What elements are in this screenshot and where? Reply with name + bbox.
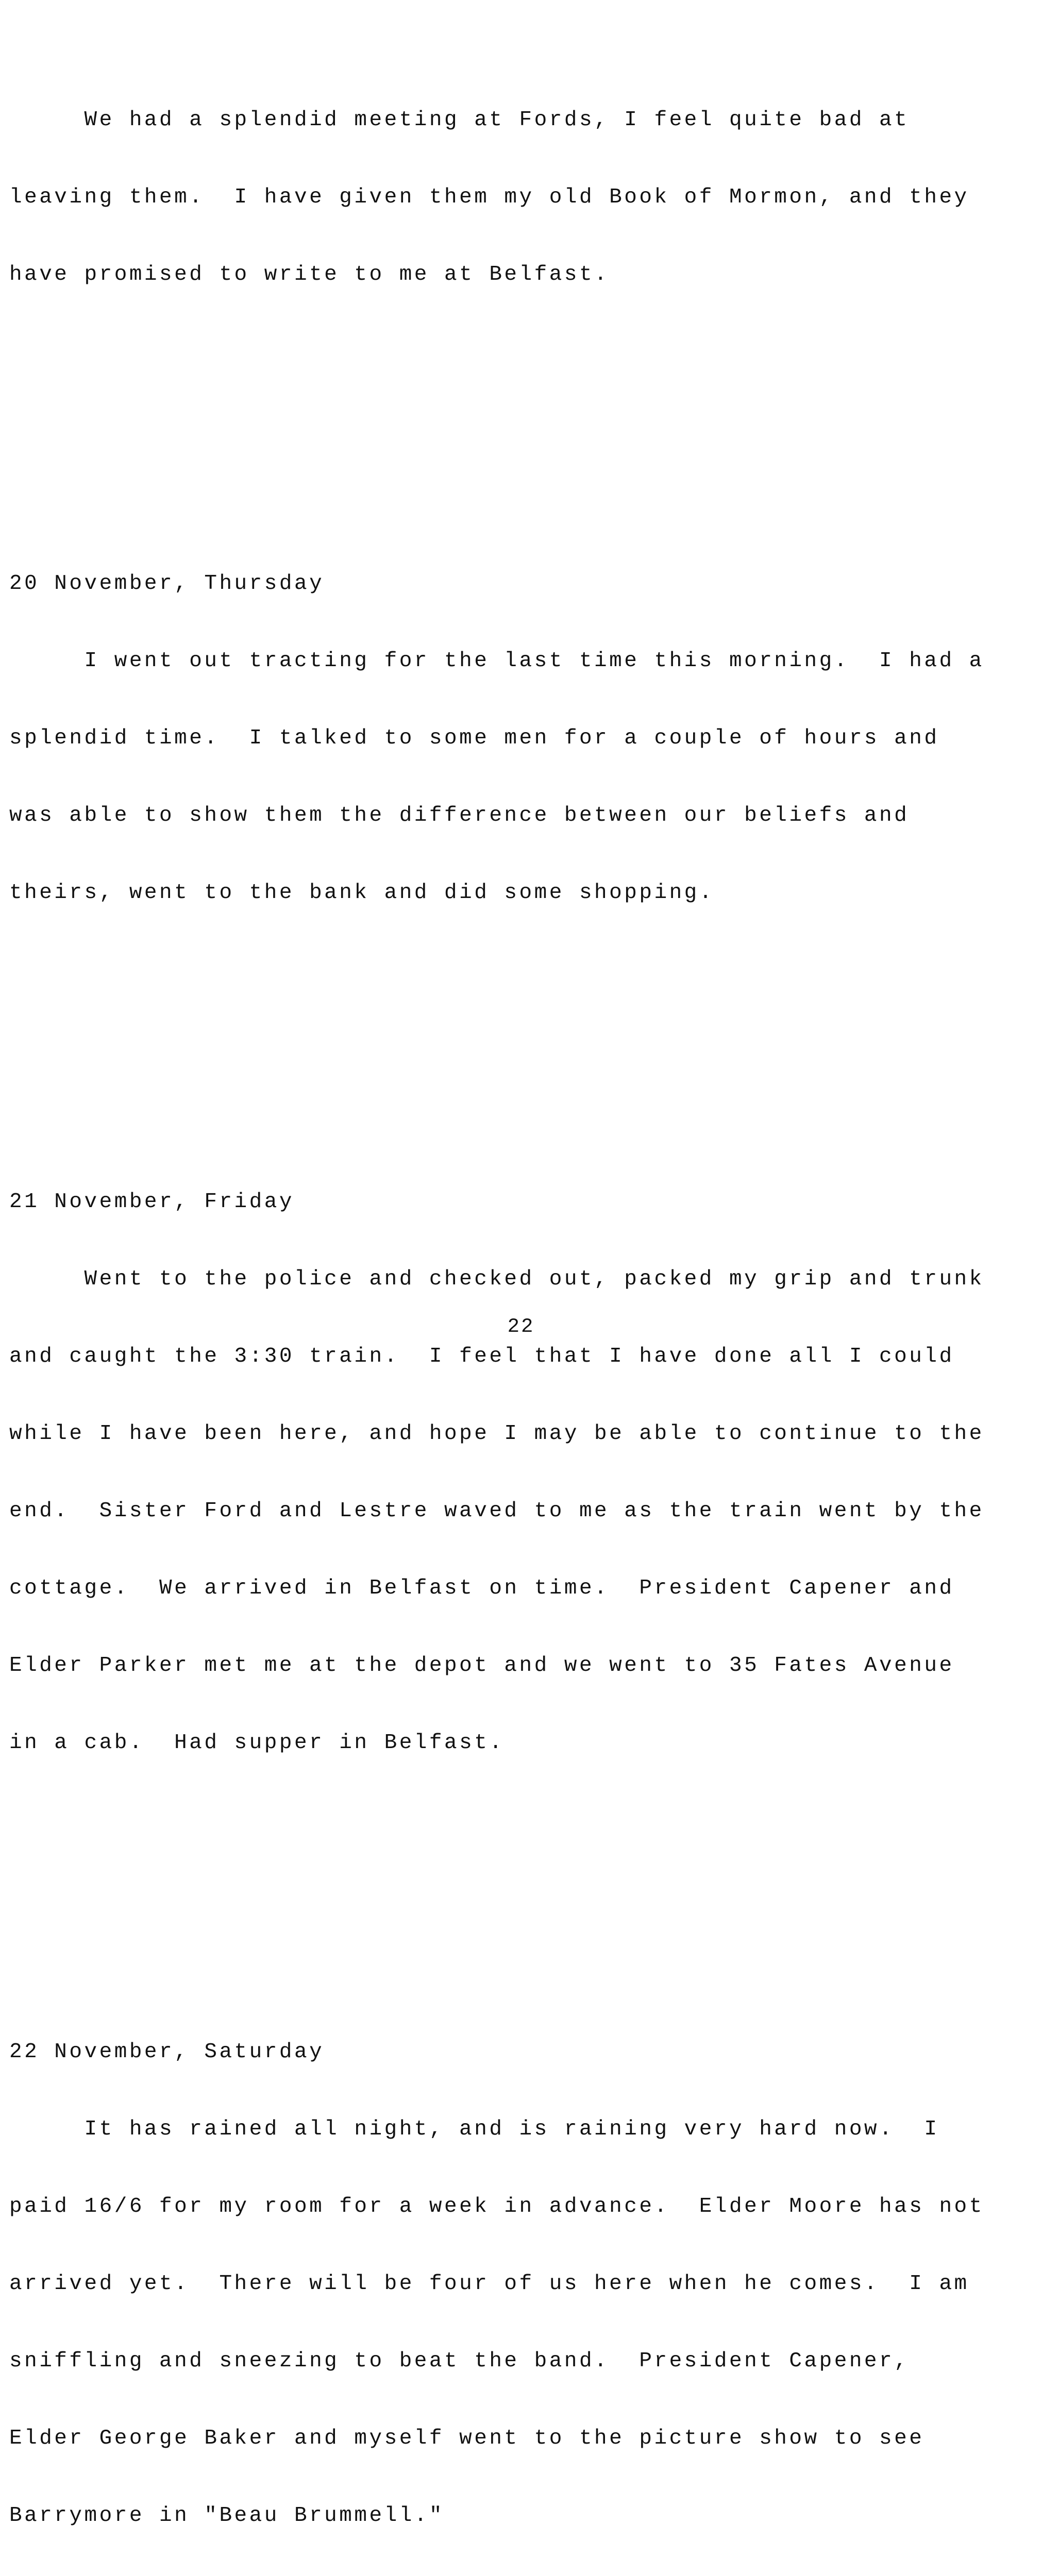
paragraph-gap bbox=[9, 416, 1035, 442]
intro-paragraph bbox=[9, 56, 1035, 339]
paragraph-gap bbox=[9, 1885, 1035, 1910]
text-line: paid 16/6 for my room for a week in advance. Elder Moore has not bbox=[9, 2195, 984, 2218]
journal-entry bbox=[9, 1138, 1035, 1807]
journal-entry bbox=[9, 1988, 1035, 2576]
page-number: 22 bbox=[507, 1315, 535, 1338]
text-line: Barrymore in "Beau Brummell." bbox=[9, 2504, 445, 2528]
text-line: Elder Parker met me at the depot and we went to 35 Fates Avenue bbox=[9, 1654, 954, 1677]
text-line: have promised to write to me at Belfast. bbox=[9, 263, 610, 286]
entry-date-heading: 22 November, Saturday bbox=[9, 2040, 325, 2064]
text-line: while I have been here, and hope I may be able to continue to the bbox=[9, 1422, 984, 1446]
text-line: end. Sister Ford and Lestre waved to me as the train went by the bbox=[9, 1499, 984, 1523]
journal-page bbox=[9, 4, 1035, 2576]
text-line: leaving them. I have given them my old Book of Mormon, and they bbox=[9, 185, 969, 209]
text-line: We had a splendid meeting at Fords, I feel quite bad at bbox=[9, 108, 910, 132]
entry-date-heading: 21 November, Friday bbox=[9, 1190, 294, 1214]
entry-date-heading: 20 November, Thursday bbox=[9, 572, 325, 596]
paragraph-gap bbox=[9, 1035, 1035, 1060]
text-line: in a cab. Had supper in Belfast. bbox=[9, 1731, 505, 1755]
text-line: and caught the 3:30 train. I feel that I have done all I could bbox=[9, 1345, 954, 1368]
text-line: I went out tracting for the last time this morning. I had a bbox=[9, 649, 984, 673]
text-line: arrived yet. There will be four of us here when he comes. I am bbox=[9, 2272, 969, 2296]
journal-entry bbox=[9, 519, 1035, 957]
text-line: sniffling and sneezing to beat the band. President Capener, bbox=[9, 2349, 910, 2373]
text-line: Went to the police and checked out, packed my grip and trunk bbox=[9, 1267, 984, 1291]
text-line: was able to show them the difference between our beliefs and bbox=[9, 804, 910, 827]
text-line: theirs, went to the bank and did some shopping. bbox=[9, 881, 714, 905]
text-line: cottage. We arrived in Belfast on time. President Capener and bbox=[9, 1577, 954, 1600]
text-line: It has rained all night, and is raining very hard now. I bbox=[9, 2117, 939, 2141]
text-line: splendid time. I talked to some men for a couple of hours and bbox=[9, 726, 939, 750]
text-line: Elder George Baker and myself went to the picture show to see bbox=[9, 2427, 925, 2450]
